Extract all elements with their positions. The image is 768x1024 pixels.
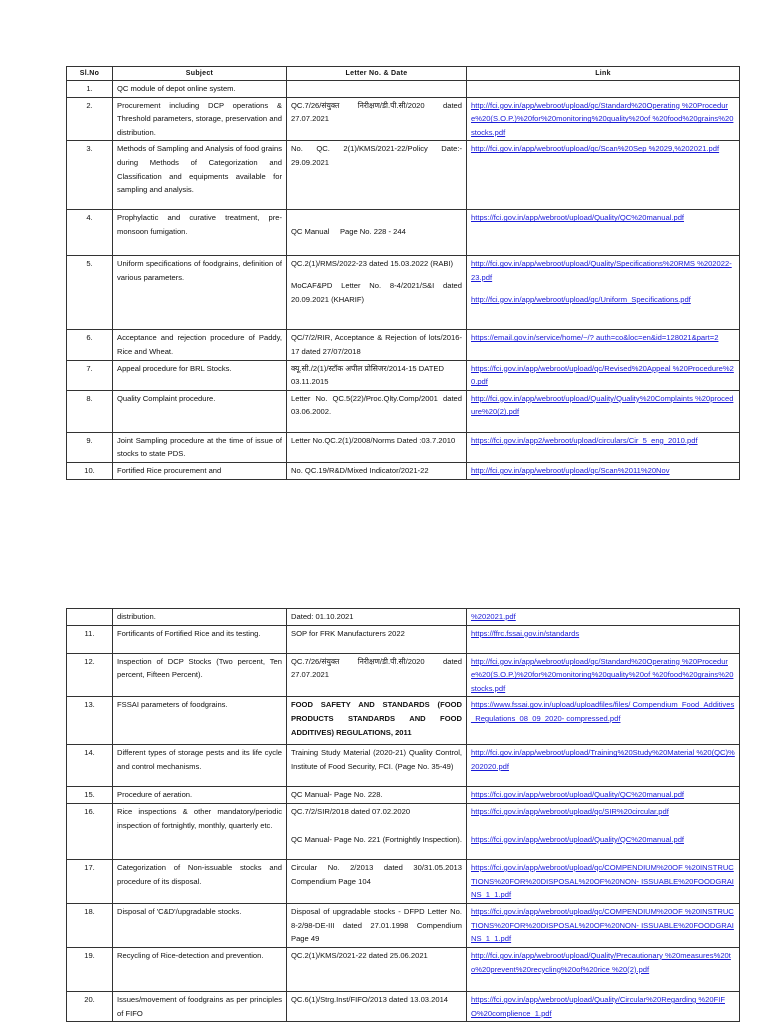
row-subject: Issues/movement of foodgrains as per principles of FIFO [113,991,287,1021]
row-letter: Disposal of upgradable stocks - DFPD Letter No. 8-2/98-DE-III dated 27.01.1998 Compendium Page 49 [287,903,467,947]
row-letter: FOOD SAFETY AND STANDARDS (FOOD PRODUCTS STANDARDS AND FOOD ADDITIVES) REGULATIONS, 2011 [287,697,467,745]
row-link[interactable]: https://ffrc.fssai.gov.in/standards [467,625,740,653]
row-link[interactable]: https://fci.gov.in/app/webroot/upload/Quality/QC%20manual.pdf [467,210,740,256]
row-link[interactable]: http://fci.gov.in/app/webroot/upload/qc/Standard%20Operating %20Procedure%20(S.O.P.)%20for%20monitoring%20quality%20of %20food%20grains%20stocks.pdf [467,653,740,697]
row-letter [287,210,467,256]
table-row [67,141,740,210]
row-sl: 3. [67,141,113,210]
link-text[interactable]: http://fci.gov.in/app/webroot/upload/qc/Uniform_Specifications.pdf [471,294,691,304]
table-row [67,97,740,141]
row-sl: 11. [67,625,113,653]
header-sl-no: Sl.No [67,67,113,81]
row-letter: QC.2(1)/KMS/2021-22 dated 25.06.2021 [287,947,467,991]
row-link[interactable]: http://fci.gov.in/app/webroot/upload/qc/Scan%2011%20Nov [467,462,740,479]
row-subject: Categorization of Non-issuable stocks and procedure of its disposal. [113,859,287,903]
row-letter: QC.6(1)/Strg.Inst/FIFO/2013 dated 13.03.2014 [287,991,467,1021]
row-link[interactable]: https://www.fssai.gov.in/upload/uploadfiles/files/ Compendium_Food_Additives_Regulations_08_09_2020- compressed.pdf [467,697,740,745]
row-letter: QC Manual- Page No. 228. [287,787,467,804]
row-link[interactable]: https://fci.gov.in/app/webroot/upload/qc/COMPENDIUM%20OF %20INSTRUCTIONS%20FOR%20DISPOSAL%20OF%20NON- ISSUABLE%20FOODGRAINS_1_1.pdf [467,903,740,947]
row-sl: 18. [67,903,113,947]
row-link [467,256,740,330]
row-letter: SOP for FRK Manufacturers 2022 [287,625,467,653]
row-subject: Procedure of aeration. [113,787,287,804]
table-row [67,360,740,390]
row-sl: 20. [67,991,113,1021]
letter-text: QC.2(1)/RMS/2022-23 dated 15.03.2022 (RABI) [291,259,454,269]
table-row [67,462,740,479]
row-letter: Letter No. QC.5(22)/Proc.Qlty.Comp/2001 dated 03.06.2002. [287,390,467,432]
header-letter: Letter No. & Date [287,67,467,81]
qc-topics-table-page-top [66,66,740,480]
table-row [67,256,740,330]
row-subject: Rice inspections & other mandatory/periodic inspection of fortnightly, monthly, quarterly etc. [113,803,287,859]
row-sl: 1. [67,81,113,98]
row-sl: 14. [67,745,113,787]
letter-text: QC Manual Page No. 228 - 244 [291,227,406,237]
row-subject: Prophylactic and curative treatment, pre-monsoon fumigation. [113,210,287,256]
row-letter: QC/7/2/RIR, Acceptance & Rejection of lots/2016-17 dated 27/07/2018 [287,330,467,360]
row-link[interactable]: http://fci.gov.in/app/webroot/upload/qc/Standard%20Operating %20Procedure%20(S.O.P.)%20for%20monitoring%20quality%20of %20food%20grains%20stocks.pdf [467,97,740,141]
row-subject: FSSAI parameters of foodgrains. [113,697,287,745]
table-row [67,697,740,745]
row-sl: 9. [67,432,113,462]
row-letter: Dated: 01.10.2021 [287,609,467,626]
row-subject: Different types of storage pests and its life cycle and control mechanisms. [113,745,287,787]
table-row [67,991,740,1021]
table-row [67,745,740,787]
link-text[interactable]: https://fci.gov.in/app/webroot/upload/Quality/QC%20manual.pdf [471,834,685,844]
row-letter [287,256,467,330]
row-letter: Circular No. 2/2013 dated 30/31.05.2013 Compendium Page 104 [287,859,467,903]
row-link[interactable]: https://fci.gov.in/app/webroot/upload/qc/Revised%20Appeal %20Procedure%20.pdf [467,360,740,390]
row-subject: Disposal of 'C&D'/upgradable stocks. [113,903,287,947]
row-sl: 6. [67,330,113,360]
table-row [67,947,740,991]
table-row [67,330,740,360]
row-subject: Acceptance and rejection procedure of Paddy, Rice and Wheat. [113,330,287,360]
row-sl: 8. [67,390,113,432]
row-link [467,81,740,98]
table-row [67,653,740,697]
row-subject: Recycling of Rice-detection and prevention. [113,947,287,991]
row-letter: क्यू.सी./2(1)/स्टॉक अपील प्रोसिजर/2014-15 DATED 03.11.2015 [287,360,467,390]
table-row [67,609,740,626]
row-letter: Training Study Material (2020-21) Quality Control, Institute of Food Security, FCI. (Page No. 35-49) [287,745,467,787]
row-link[interactable]: http://fci.gov.in/app/webroot/upload/Quality/Precautionary %20measures%20to%20prevent%20recycling%20of%20rice %20(2).pdf [467,947,740,991]
row-link[interactable]: https://fci.gov.in/app/webroot/upload/Quality/Circular%20Regarding %20FIFO%20complience_1.pdf [467,991,740,1021]
row-subject: Joint Sampling procedure at the time of issue of stocks to state PDS. [113,432,287,462]
row-subject: distribution. [113,609,287,626]
table-row [67,210,740,256]
row-sl: 12. [67,653,113,697]
row-sl: 15. [67,787,113,804]
table-row [67,81,740,98]
header-subject: Subject [113,67,287,81]
row-link[interactable]: https://fci.gov.in/app/webroot/upload/Quality/QC%20manual.pdf [467,787,740,804]
row-letter [287,803,467,859]
row-subject: Uniform specifications of foodgrains, definition of various parameters. [113,256,287,330]
row-sl: 7. [67,360,113,390]
table-header-row [67,67,740,81]
row-sl: 5. [67,256,113,330]
row-link[interactable]: http://fci.gov.in/app/webroot/upload/Quality/Quality%20Complaints %20procedure%20(2).pdf [467,390,740,432]
row-sl [67,609,113,626]
row-letter [287,81,467,98]
row-subject: Procurement including DCP operations & Threshold parameters, storage, preservation and distribution. [113,97,287,141]
row-sl: 16. [67,803,113,859]
qc-topics-table-page-bottom [66,608,740,1022]
row-subject: Fortificants of Fortified Rice and its testing. [113,625,287,653]
row-sl: 13. [67,697,113,745]
row-sl: 4. [67,210,113,256]
table-row [67,390,740,432]
row-subject: Fortified Rice procurement and [113,462,287,479]
row-sl: 17. [67,859,113,903]
table-row [67,432,740,462]
row-link[interactable]: https://fci.gov.in/app2/webroot/upload/circulars/Cir_5_eng_2010.pdf [467,432,740,462]
row-sl: 10. [67,462,113,479]
link-text[interactable]: http://fci.gov.in/app/webroot/upload/Quality/Specifications%20RMS %202022-23.pdf [471,259,732,282]
row-link[interactable]: https://email.gov.in/service/home/~/? auth=co&loc=en&id=128021&part=2 [467,330,740,360]
row-subject: Inspection of DCP Stocks (Two percent, Ten percent, Fifteen Percent). [113,653,287,697]
row-link[interactable]: http://fci.gov.in/app/webroot/upload/Training%20Study%20Material %20(QC)%202020.pdf [467,745,740,787]
letter-text: MoCAF&PD Letter No. 8-4/2021/S&I dated 20.09.2021 (KHARIF) [291,280,462,304]
letter-text: QC.7/2/SIR/2018 dated 07.02.2020 [291,806,411,816]
row-sl: 2. [67,97,113,141]
row-subject: QC module of depot online system. [113,81,287,98]
row-subject: Appeal procedure for BRL Stocks. [113,360,287,390]
row-link[interactable]: http://fci.gov.in/app/webroot/upload/qc/Scan%20Sep %2029,%202021.pdf [467,141,740,210]
letter-text: QC Manual- Page No. 221 (Fortnightly Inspection). [291,834,462,844]
row-link[interactable]: https://fci.gov.in/app/webroot/upload/qc/COMPENDIUM%20OF %20INSTRUCTIONS%20FOR%20DISPOSAL%20OF%20NON- ISSUABLE%20FOODGRAINS_1_1.pdf [467,859,740,903]
row-letter: QC.7/26/संयुक्त निरीक्षण/डी.पी.सी/2020 dated 27.07.2021 [287,97,467,141]
row-sl: 19. [67,947,113,991]
table-row [67,903,740,947]
row-letter: QC.7/26/संयुक्त निरीक्षण/डी.पी.सी/2020 dated 27.07.2021 [287,653,467,697]
row-link[interactable]: %202021.pdf [467,609,740,626]
row-letter: No. QC. 2(1)/KMS/2021-22/Policy Date:- 29.09.2021 [287,141,467,210]
table-row [67,787,740,804]
header-link: Link [467,67,740,81]
table-row [67,625,740,653]
row-subject: Methods of Sampling and Analysis of food grains during Methods of Categorization and Classification and equipments available for sampling and analysis. [113,141,287,210]
row-link [467,803,740,859]
link-text[interactable]: https://fci.gov.in/app/webroot/upload/qc/SIR%20circular.pdf [471,806,669,816]
table-row [67,803,740,859]
row-letter: No. QC.19/R&D/Mixed Indicator/2021-22 [287,462,467,479]
row-letter: Letter No.QC.2(1)/2008/Norms Dated :03.7.2010 [287,432,467,462]
row-subject: Quality Complaint procedure. [113,390,287,432]
table-row [67,859,740,903]
